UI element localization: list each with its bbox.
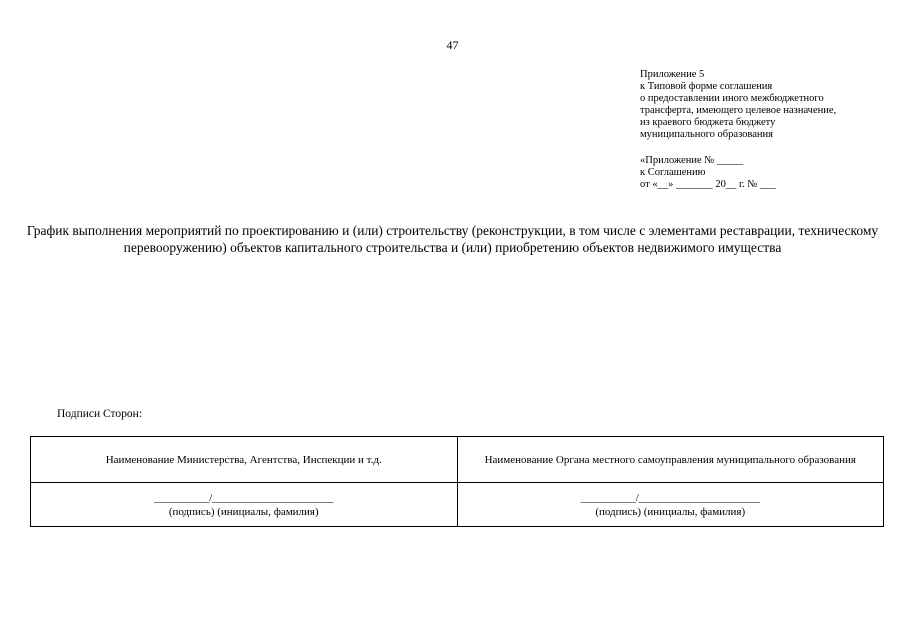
page-number: 47 xyxy=(446,38,459,52)
annex-line: трансферта, имеющего целевое назначение, xyxy=(640,105,837,116)
signatures-table xyxy=(30,436,884,527)
annex-line: о предоставлении иного межбюджетного xyxy=(640,93,824,104)
left-party-header: Наименование Министерства, Агентства, Инспекции и т.д. xyxy=(31,437,458,483)
annex-ref-line: от «__» _______ 20__ г. № ___ xyxy=(640,179,776,190)
right-party-header: Наименование Органа местного самоуправления муниципального образования xyxy=(457,437,884,483)
annex-ref-line: к Соглашению xyxy=(640,167,706,178)
annex-ref-line: «Приложение № _____ xyxy=(640,155,744,166)
signatures-label: Подписи Сторон: xyxy=(57,408,143,420)
annex-line: из краевого бюджета бюджету xyxy=(640,117,776,128)
annex-line: Приложение 5 xyxy=(640,69,705,80)
left-signature-line: __________/______________________ xyxy=(154,491,334,504)
right-signature-line: __________/______________________ xyxy=(580,491,760,504)
table-row xyxy=(31,483,884,527)
document-title: График выполнения мероприятий по проектированию и (или) строительству (реконструкции, в том числе с элементами реставрации, техническому перевооружению) объектов капитального строительства и (или) приобретению объектов недвижимого имущества xyxy=(26,223,879,255)
left-signature-cell xyxy=(31,483,458,527)
annex-spacer xyxy=(640,141,836,155)
right-signature-cell xyxy=(457,483,884,527)
annex-block xyxy=(640,69,836,191)
left-signature-caption: (подпись) (инициалы, фамилия) xyxy=(168,505,319,518)
annex-line: к Типовой форме соглашения xyxy=(640,81,773,92)
right-signature-caption: (подпись) (инициалы, фамилия) xyxy=(595,505,746,518)
annex-line: муниципального образования xyxy=(640,129,773,140)
table-row xyxy=(31,437,884,483)
